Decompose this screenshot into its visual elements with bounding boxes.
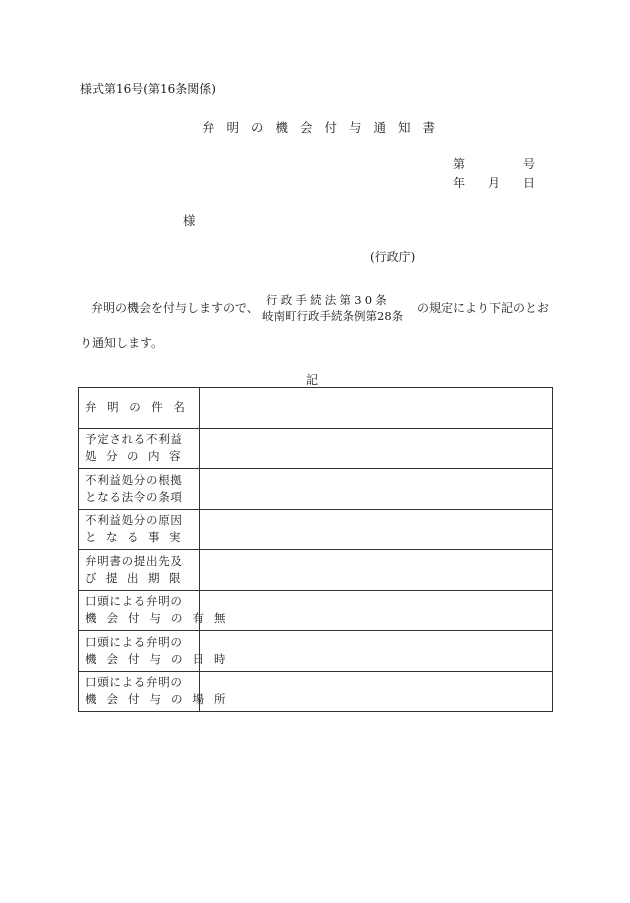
row-label <box>79 509 200 550</box>
body-text-before: 弁明の機会を付与しますので、 <box>91 301 259 315</box>
table-row <box>79 509 553 550</box>
row-value-cell <box>200 469 553 510</box>
table-row <box>79 469 553 510</box>
row-label <box>79 388 200 429</box>
details-table <box>78 387 553 712</box>
row-label-line1: 弁明書の提出先及 <box>85 553 183 568</box>
table-row <box>79 590 553 631</box>
table-row <box>79 631 553 672</box>
row-label-line1: 不利益処分の原因 <box>85 513 183 528</box>
law-option-act: 行政手続法第30条 <box>266 293 390 307</box>
row-label-line1: 予定される不利益 <box>85 432 183 447</box>
row-label <box>79 590 236 631</box>
addressee-honorific: 様 <box>183 213 196 228</box>
row-label-line1: 口頭による弁明の <box>85 594 183 609</box>
row-label <box>79 671 236 712</box>
document-number-label: 第 <box>453 157 466 171</box>
row-label <box>79 428 200 469</box>
row-label <box>79 469 200 510</box>
body-text-after: の規定により下記のとお <box>417 301 550 315</box>
row-label <box>79 550 200 591</box>
date-year-label: 年 <box>453 176 466 190</box>
table-row <box>79 428 553 469</box>
row-value-cell <box>200 671 553 712</box>
row-label-line2: 機会付与の場所 <box>85 692 236 707</box>
row-value-cell <box>200 590 553 631</box>
record-heading: 記 <box>306 373 319 387</box>
row-label-line1: 不利益処分の根拠 <box>85 472 183 487</box>
row-value-cell <box>200 631 553 672</box>
table-row <box>79 671 553 712</box>
row-label-line2: 処分の内容 <box>85 449 190 464</box>
row-label-line2: び提出期限 <box>85 570 190 585</box>
table-row <box>79 388 553 429</box>
row-value-cell <box>200 388 553 429</box>
body-text-line2: り通知します。 <box>80 336 164 350</box>
row-label-line1: 口頭による弁明の <box>85 634 183 649</box>
document-number-suffix: 号 <box>523 157 536 171</box>
document-title: 弁明の機会付与通知書 <box>202 120 448 135</box>
form-number: 様式第16号(第16条関係) <box>80 82 216 96</box>
law-option-ordinance: 岐南町行政手続条例第28条 <box>262 309 404 323</box>
row-value-cell <box>200 550 553 591</box>
row-label <box>79 631 236 672</box>
date-month-label: 月 <box>488 176 501 190</box>
table-row <box>79 550 553 591</box>
row-label-line2: となる法令の条項 <box>85 489 183 504</box>
row-label-line2: 機会付与の有無 <box>85 611 236 626</box>
row-value-cell <box>200 428 553 469</box>
row-label-line2: 機会付与の日時 <box>85 651 236 666</box>
sender-agency: (行政庁) <box>370 250 416 264</box>
row-value-cell <box>200 509 553 550</box>
row-label-line1: 口頭による弁明の <box>85 675 183 690</box>
date-day-label: 日 <box>523 176 536 190</box>
row-label-line2: となる事実 <box>85 530 190 545</box>
row-label-line1: 弁明の件名 <box>85 400 196 415</box>
